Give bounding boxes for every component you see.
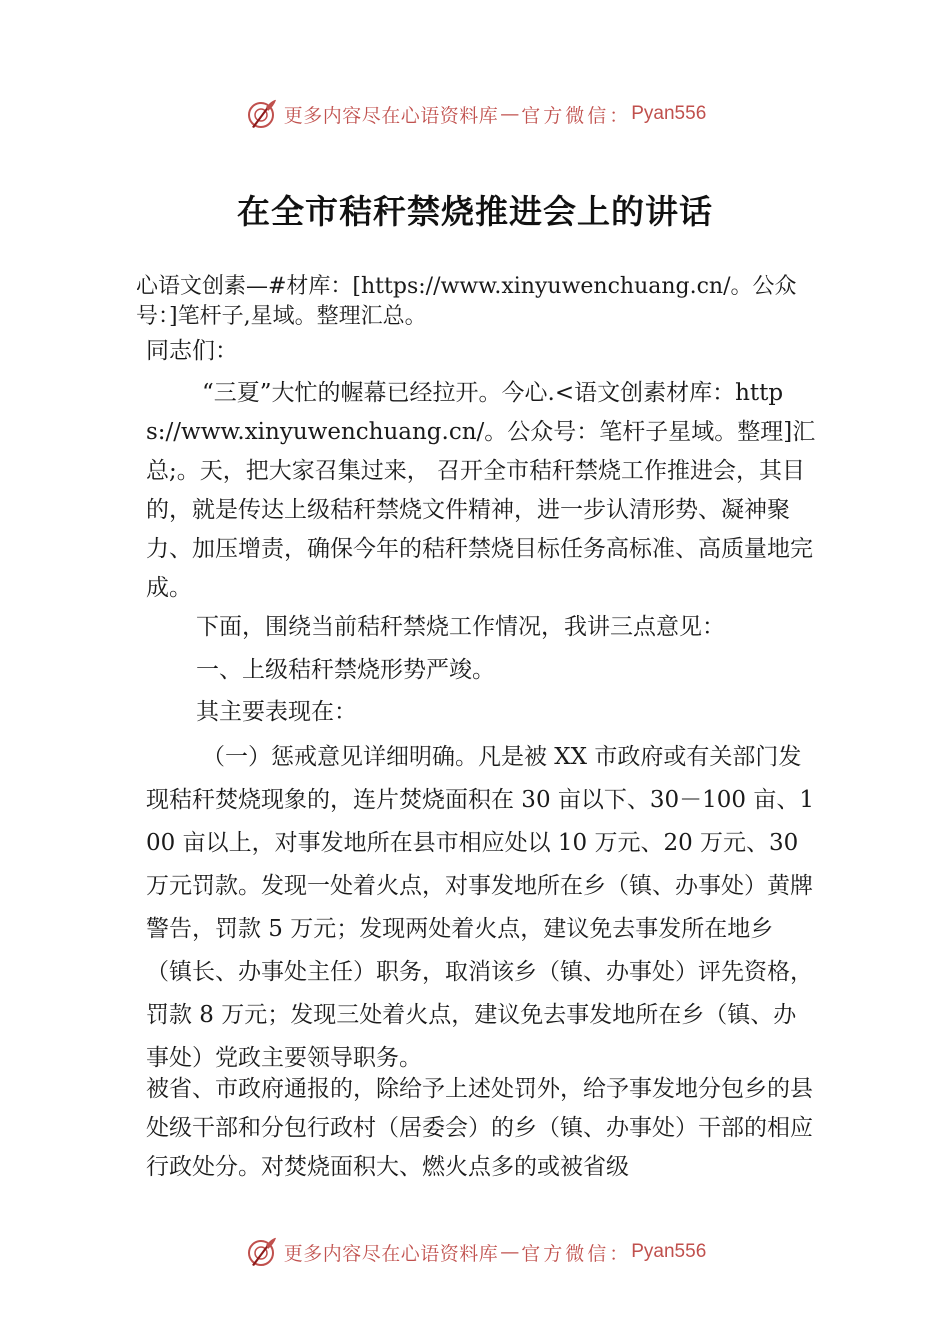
banner-separator: — bbox=[500, 103, 520, 125]
banner-wechat-label: 官方微信： bbox=[521, 104, 632, 127]
quill-pen-logo-icon bbox=[244, 1235, 278, 1269]
paragraph-1: “三夏”大忙的幄幕已经拉开。今心.<语文创素材库：https://www.xinyuwenchuang.cn/。公众号：笔杆子星域。整理]汇总;。天，把大家召集过来， 召开全市秸秆禁烧工作推进会，其目的，就是传达上级秸秆禁烧文件精神，进一步认清形势、凝神聚力、加压增责，确保今年的秸秆禁烧目标任务高标准、高质量地完成。 bbox=[146, 380, 816, 601]
paragraph-3: 其主要表现在： bbox=[196, 699, 357, 725]
section-heading-1: 一、上级秸秆禁烧形势严竣。 bbox=[196, 657, 495, 683]
banner-wechat-label: 官方微信： bbox=[521, 1242, 632, 1265]
footer-banner bbox=[0, 1232, 950, 1272]
banner-main-text: 更多内容尽在心语资料库 bbox=[283, 104, 499, 127]
quill-pen-logo-icon bbox=[244, 97, 278, 131]
banner-wechat-id: Pyan556 bbox=[631, 103, 707, 124]
banner-separator: — bbox=[500, 1241, 520, 1263]
banner-wechat-id: Pyan556 bbox=[631, 1241, 707, 1262]
greeting: 同志们： bbox=[146, 338, 238, 364]
paragraph-5: 被省、市政府通报的，除给予上述处罚外，给予事发地分包乡的县处级干部和分包行政村（居委会）的乡（镇、办事处）干部的相应行政处分。对焚烧面积大、燃火点多的或被省级 bbox=[146, 1076, 813, 1180]
document-title: 在全市秸秆禁烧推进会上的讲话 bbox=[237, 192, 713, 231]
banner-main-text: 更多内容尽在心语资料库 bbox=[283, 1242, 499, 1265]
paragraph-4: （一）惩戒意见详细明确。凡是被 XX 市政府或有关部门发现秸秆焚烧现象的，连片焚烧面积在 30 亩以下、30－100 亩、100 亩以上，对事发地所在县市相应处以 10 万元、20 万元、30 万元罚款。发现一处着火点，对事发地所在乡（镇、办事处）黄牌警告，罚款 5 万元；发现两处着火点，建议免去事发所在地乡（镇长、办事处主任）职务，取消该乡（镇、办事处）评先资格，罚款 8 万元；发现三处着火点，建议免去事发地所在乡（镇、办事处）党政主要领导职务。 bbox=[146, 744, 814, 1071]
header-banner bbox=[0, 94, 950, 134]
source-note: 心语文创素—#材库：[https://www.xinyuwenchuang.cn/。公众号：]笔杆子,星域。整理汇总。 bbox=[136, 274, 797, 329]
paragraph-2: 下面，围绕当前秸秆禁烧工作情况，我讲三点意见： bbox=[196, 614, 725, 640]
